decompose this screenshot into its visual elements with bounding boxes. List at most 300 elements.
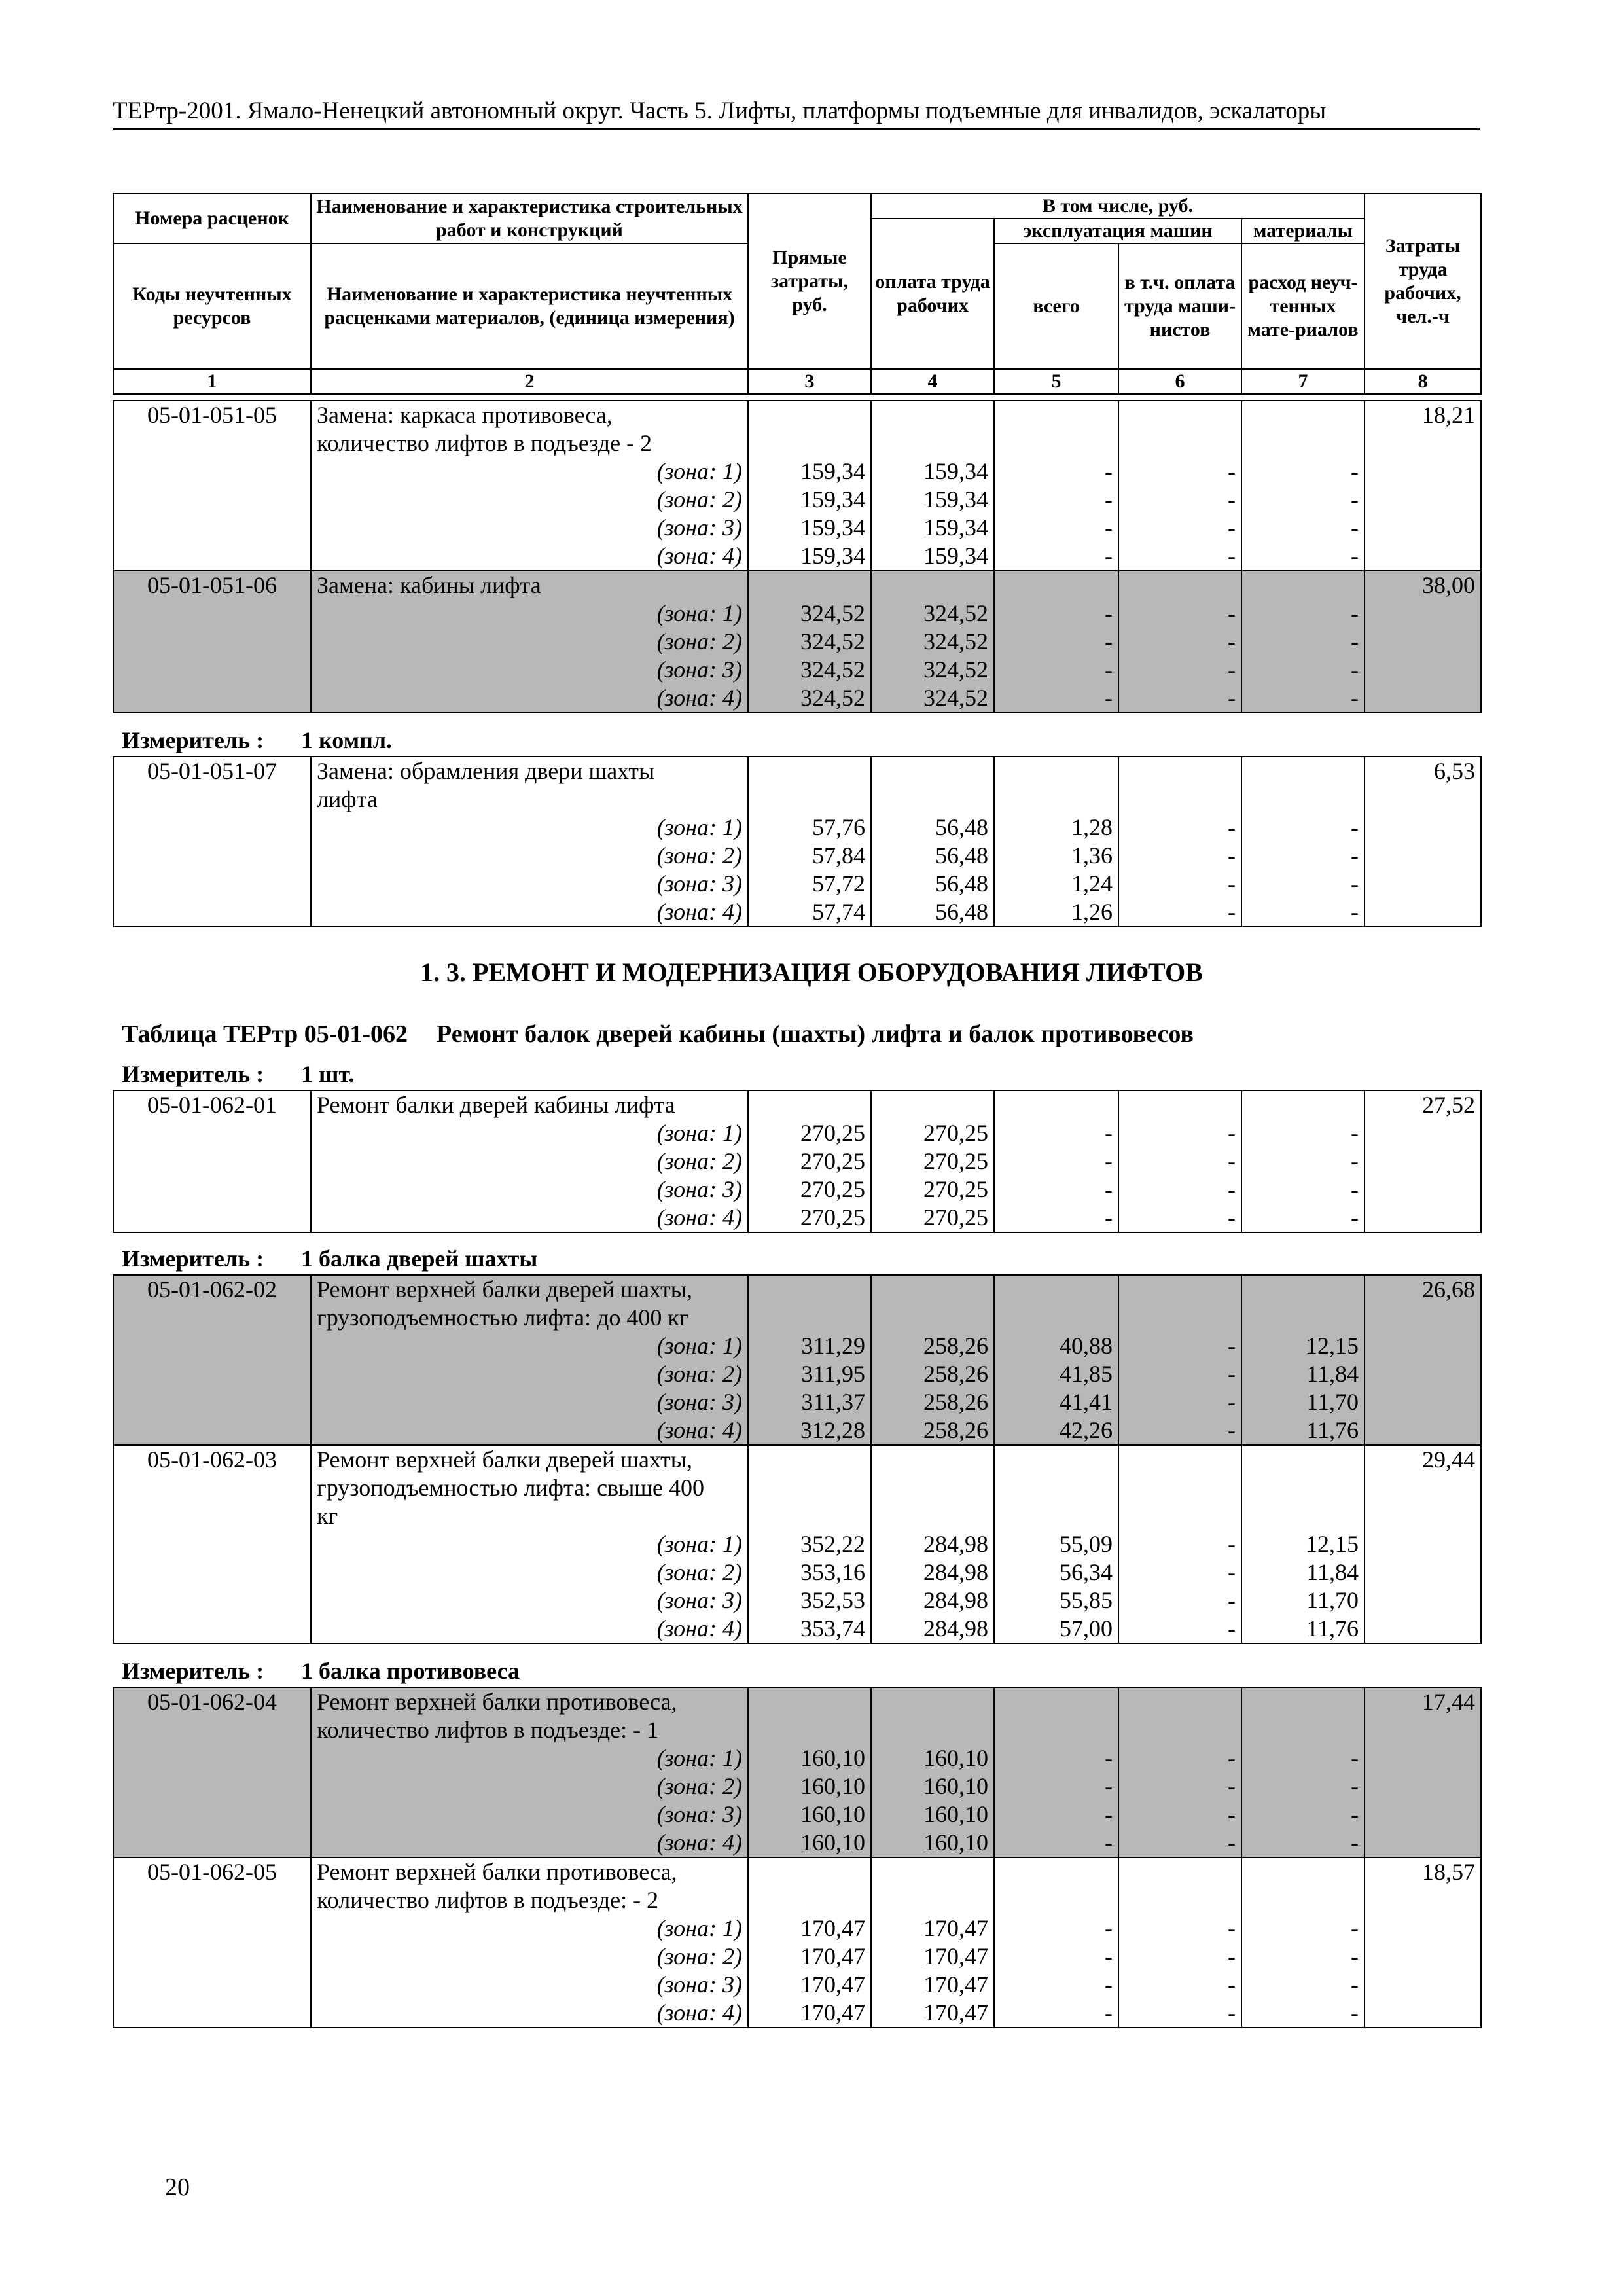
empty-cell: [1241, 1502, 1364, 1530]
empty-cell: [1364, 600, 1481, 628]
machine-total: -: [994, 486, 1118, 514]
empty-cell: [1118, 1886, 1241, 1914]
machine-total: -: [994, 684, 1118, 713]
empty-cell: [871, 1275, 994, 1304]
table-row: [113, 1175, 1481, 1204]
direct-cost: 57,76: [748, 814, 871, 842]
table-row: [113, 1416, 1481, 1445]
table-row: [113, 628, 1481, 656]
rate-code: [113, 1886, 311, 1914]
machinist-pay: -: [1118, 1744, 1241, 1772]
material-cost: 11,76: [1241, 1416, 1364, 1445]
machine-total: 1,28: [994, 814, 1118, 842]
machine-total: 56,34: [994, 1558, 1118, 1587]
material-cost: -: [1241, 1772, 1364, 1801]
empty-cell: [1364, 1829, 1481, 1857]
col-number: 5: [994, 369, 1118, 394]
empty-cell: [748, 1687, 871, 1716]
machinist-pay: -: [1118, 1416, 1241, 1445]
labor-cost: [1364, 1502, 1481, 1530]
empty-cell: [113, 842, 311, 870]
table-row: [113, 457, 1481, 486]
empty-cell: [113, 684, 311, 713]
labor-pay: 170,47: [871, 1999, 994, 2028]
direct-cost: 57,84: [748, 842, 871, 870]
unit-label: Измеритель :: [122, 727, 264, 753]
empty-cell: [113, 1971, 311, 1999]
material-cost: -: [1241, 1175, 1364, 1204]
empty-cell: [113, 486, 311, 514]
empty-cell: [748, 1857, 871, 1886]
direct-cost: 159,34: [748, 514, 871, 542]
material-cost: -: [1241, 814, 1364, 842]
machinist-pay: -: [1118, 542, 1241, 571]
unit-value: 1 компл.: [301, 727, 393, 753]
empty-cell: [871, 1687, 994, 1716]
table-row: [113, 600, 1481, 628]
header-codes: Коды неучтенных ресурсов: [113, 243, 311, 369]
empty-cell: [113, 628, 311, 656]
empty-cell: [748, 785, 871, 814]
empty-cell: [994, 401, 1118, 429]
table-row: [113, 1332, 1481, 1360]
table-row: [113, 401, 1481, 429]
machinist-pay: -: [1118, 457, 1241, 486]
measure-unit: [122, 1060, 355, 1088]
rate-name: количество лифтов в подъезде: - 1: [311, 1716, 748, 1744]
empty-cell: [1118, 1275, 1241, 1304]
empty-cell: [1364, 1971, 1481, 1999]
direct-cost: 170,47: [748, 1943, 871, 1971]
empty-cell: [1364, 1360, 1481, 1388]
labor-cost: [1364, 1886, 1481, 1914]
zone-label: (зона: 2): [311, 1147, 748, 1175]
zone-label: (зона: 4): [311, 1829, 748, 1857]
labor-pay: 284,98: [871, 1587, 994, 1615]
empty-cell: [994, 429, 1118, 457]
empty-cell: [994, 1445, 1118, 1474]
empty-cell: [748, 401, 871, 429]
table-name: Ремонт балок дверей кабины (шахты) лифта и балок противовесов: [437, 1020, 1194, 1048]
labor-pay: 270,25: [871, 1175, 994, 1204]
section-title: 1. 3. РЕМОНТ И МОДЕРНИЗАЦИЯ ОБОРУДОВАНИЯ ЛИФТОВ: [420, 958, 1203, 987]
empty-cell: [994, 785, 1118, 814]
empty-cell: [994, 1886, 1118, 1914]
empty-cell: [1118, 1474, 1241, 1502]
direct-cost: 270,25: [748, 1175, 871, 1204]
empty-cell: [113, 1416, 311, 1445]
machinist-pay: -: [1118, 656, 1241, 684]
zone-label: (зона: 1): [311, 1530, 748, 1558]
page-header: ТЕРтр-2001. Ямало-Ненецкий автономный округ. Часть 5. Лифты, платформы подъемные для инвалидов, эскалаторы: [113, 97, 1480, 130]
table-row: [113, 842, 1481, 870]
table-row: [113, 870, 1481, 898]
table-row: [113, 814, 1481, 842]
direct-cost: 324,52: [748, 600, 871, 628]
labor-pay: 270,25: [871, 1147, 994, 1175]
table-row: [113, 1445, 1481, 1474]
labor-pay: 258,26: [871, 1388, 994, 1416]
labor-pay: 160,10: [871, 1829, 994, 1857]
empty-cell: [1241, 401, 1364, 429]
empty-cell: [113, 1829, 311, 1857]
rate-code: 05-01-062-03: [113, 1445, 311, 1474]
labor-cost: 6,53: [1364, 757, 1481, 785]
labor-pay: 56,48: [871, 842, 994, 870]
empty-cell: [113, 1147, 311, 1175]
direct-cost: 57,72: [748, 870, 871, 898]
machine-total: -: [994, 628, 1118, 656]
table-row: [113, 1716, 1481, 1744]
machine-total: -: [994, 1971, 1118, 1999]
labor-pay: 270,25: [871, 1119, 994, 1147]
table-row: [113, 571, 1481, 600]
zone-label: (зона: 3): [311, 1175, 748, 1204]
labor-pay: 170,47: [871, 1943, 994, 1971]
zone-label: (зона: 2): [311, 1772, 748, 1801]
header-name-materials: Наименование и характеристика неучтенных расценками материалов, (единица измерения): [311, 243, 748, 369]
direct-cost: 270,25: [748, 1147, 871, 1175]
table-row: [113, 1474, 1481, 1502]
table-row: [113, 1204, 1481, 1232]
empty-cell: [1364, 1914, 1481, 1943]
direct-cost: 352,53: [748, 1587, 871, 1615]
material-cost: -: [1241, 870, 1364, 898]
material-cost: -: [1241, 1971, 1364, 1999]
empty-cell: [871, 1502, 994, 1530]
table-row: [113, 1687, 1481, 1716]
rates-block-2: [113, 756, 1480, 927]
empty-cell: [1364, 457, 1481, 486]
direct-cost: 324,52: [748, 628, 871, 656]
empty-cell: [1364, 628, 1481, 656]
table-id: Таблица ТЕРтр 05-01-062: [122, 1020, 408, 1048]
empty-cell: [1364, 1332, 1481, 1360]
labor-cost: 26,68: [1364, 1275, 1481, 1304]
empty-cell: [994, 1474, 1118, 1502]
machinist-pay: -: [1118, 1943, 1241, 1971]
labor-pay: 160,10: [871, 1801, 994, 1829]
labor-cost: [1364, 1304, 1481, 1332]
unit-value: 1 балка противовеса: [301, 1658, 520, 1684]
table-row: [113, 1857, 1481, 1886]
rate-code: 05-01-051-05: [113, 401, 311, 429]
empty-cell: [748, 1474, 871, 1502]
direct-cost: 170,47: [748, 1914, 871, 1943]
empty-cell: [1364, 1999, 1481, 2028]
empty-cell: [1364, 1530, 1481, 1558]
labor-cost: [1364, 429, 1481, 457]
empty-cell: [113, 1360, 311, 1388]
header-total: всего: [994, 243, 1118, 369]
empty-cell: [113, 656, 311, 684]
material-cost: -: [1241, 1204, 1364, 1232]
empty-cell: [113, 1999, 311, 2028]
column-header-table: [113, 193, 1482, 395]
empty-cell: [748, 1502, 871, 1530]
material-cost: -: [1241, 1119, 1364, 1147]
zone-label: (зона: 4): [311, 898, 748, 927]
empty-cell: [1241, 1474, 1364, 1502]
col-number: 4: [871, 369, 994, 394]
machine-total: 41,85: [994, 1360, 1118, 1388]
machine-total: -: [994, 1943, 1118, 1971]
rate-name: Замена: каркаса противовеса,: [311, 401, 748, 429]
empty-cell: [994, 1502, 1118, 1530]
direct-cost: 324,52: [748, 684, 871, 713]
labor-pay: 258,26: [871, 1416, 994, 1445]
machine-total: -: [994, 1914, 1118, 1943]
zone-label: (зона: 4): [311, 1999, 748, 2028]
empty-cell: [1364, 1388, 1481, 1416]
labor-cost: 29,44: [1364, 1445, 1481, 1474]
zone-label: (зона: 4): [311, 684, 748, 713]
material-cost: -: [1241, 898, 1364, 927]
empty-cell: [748, 571, 871, 600]
rate-name: Ремонт верхней балки дверей шахты,: [311, 1275, 748, 1304]
table-row: [113, 898, 1481, 927]
labor-pay: 170,47: [871, 1914, 994, 1943]
machine-total: -: [994, 514, 1118, 542]
table-row: [113, 785, 1481, 814]
material-cost: -: [1241, 1147, 1364, 1175]
empty-cell: [1364, 656, 1481, 684]
table-row: [113, 429, 1481, 457]
table-row: [113, 1530, 1481, 1558]
header-machine-exploitation: эксплуатация машин: [994, 219, 1241, 243]
empty-cell: [871, 785, 994, 814]
material-cost: -: [1241, 542, 1364, 571]
empty-cell: [1241, 1275, 1364, 1304]
empty-cell: [1118, 1716, 1241, 1744]
labor-cost: [1364, 1474, 1481, 1502]
direct-cost: 159,34: [748, 457, 871, 486]
empty-cell: [113, 870, 311, 898]
machinist-pay: -: [1118, 842, 1241, 870]
empty-cell: [748, 1716, 871, 1744]
table-row: [113, 1744, 1481, 1772]
labor-pay: 258,26: [871, 1360, 994, 1388]
material-cost: -: [1241, 1943, 1364, 1971]
table-row: [113, 684, 1481, 713]
zone-label: (зона: 2): [311, 1360, 748, 1388]
empty-cell: [1364, 814, 1481, 842]
machine-total: -: [994, 542, 1118, 571]
labor-cost: [1364, 785, 1481, 814]
machinist-pay: -: [1118, 898, 1241, 927]
table-row: [113, 1801, 1481, 1829]
table-row: [113, 1147, 1481, 1175]
zone-label: (зона: 4): [311, 1204, 748, 1232]
rates-block-3: [113, 1090, 1480, 1233]
table-row: [113, 1388, 1481, 1416]
rate-name: Ремонт верхней балки противовеса,: [311, 1857, 748, 1886]
col-number: 8: [1364, 369, 1481, 394]
empty-cell: [1241, 1090, 1364, 1119]
empty-cell: [994, 1275, 1118, 1304]
machinist-pay: -: [1118, 628, 1241, 656]
zone-label: (зона: 3): [311, 514, 748, 542]
machine-total: -: [994, 1175, 1118, 1204]
empty-cell: [1241, 571, 1364, 600]
empty-cell: [1364, 1416, 1481, 1445]
col-number: 6: [1118, 369, 1241, 394]
column-header-block: [113, 193, 1480, 395]
table-row: [113, 1090, 1481, 1119]
rate-code: 05-01-062-01: [113, 1090, 311, 1119]
empty-cell: [1364, 842, 1481, 870]
empty-cell: [871, 1886, 994, 1914]
empty-cell: [748, 429, 871, 457]
table-row: [113, 1275, 1481, 1304]
zone-label: (зона: 3): [311, 656, 748, 684]
machinist-pay: -: [1118, 1587, 1241, 1615]
labor-pay: 159,34: [871, 457, 994, 486]
zone-label: (зона: 1): [311, 1744, 748, 1772]
machine-total: 57,00: [994, 1615, 1118, 1643]
empty-cell: [1364, 1943, 1481, 1971]
material-cost: -: [1241, 628, 1364, 656]
empty-cell: [994, 1090, 1118, 1119]
empty-cell: [871, 429, 994, 457]
empty-cell: [1364, 898, 1481, 927]
material-cost: -: [1241, 684, 1364, 713]
empty-cell: [1241, 1687, 1364, 1716]
labor-pay: 284,98: [871, 1530, 994, 1558]
table-row: [113, 542, 1481, 571]
material-cost: 11,70: [1241, 1587, 1364, 1615]
empty-cell: [1241, 1445, 1364, 1474]
machinist-pay: -: [1118, 486, 1241, 514]
machinist-pay: -: [1118, 1119, 1241, 1147]
table-row: [113, 757, 1481, 785]
material-cost: 12,15: [1241, 1530, 1364, 1558]
table-row: [113, 1943, 1481, 1971]
zone-label: (зона: 2): [311, 1558, 748, 1587]
rates-table: [113, 1274, 1482, 1644]
direct-cost: 159,34: [748, 486, 871, 514]
empty-cell: [1364, 1175, 1481, 1204]
machinist-pay: -: [1118, 814, 1241, 842]
machine-total: 55,09: [994, 1530, 1118, 1558]
col-number: 3: [748, 369, 871, 394]
empty-cell: [113, 898, 311, 927]
zone-label: (зона: 2): [311, 628, 748, 656]
direct-cost: 270,25: [748, 1119, 871, 1147]
empty-cell: [1118, 1304, 1241, 1332]
material-cost: -: [1241, 842, 1364, 870]
machinist-pay: -: [1118, 1914, 1241, 1943]
machine-total: 1,24: [994, 870, 1118, 898]
machine-total: -: [994, 1204, 1118, 1232]
material-cost: -: [1241, 656, 1364, 684]
direct-cost: 159,34: [748, 542, 871, 571]
machine-total: 41,41: [994, 1388, 1118, 1416]
rates-block-4: [113, 1274, 1480, 1644]
empty-cell: [1364, 870, 1481, 898]
material-cost: 11,84: [1241, 1360, 1364, 1388]
labor-pay: 324,52: [871, 656, 994, 684]
rates-table: [113, 400, 1482, 713]
empty-cell: [1364, 1744, 1481, 1772]
machinist-pay: -: [1118, 1530, 1241, 1558]
empty-cell: [1364, 1119, 1481, 1147]
labor-pay: 170,47: [871, 1971, 994, 1999]
machinist-pay: -: [1118, 1801, 1241, 1829]
empty-cell: [1241, 1857, 1364, 1886]
empty-cell: [113, 1615, 311, 1643]
empty-cell: [1118, 1090, 1241, 1119]
empty-cell: [871, 1474, 994, 1502]
rate-name: кг: [311, 1502, 748, 1530]
table-title: [122, 1020, 1194, 1049]
rate-name: Ремонт верхней балки противовеса,: [311, 1687, 748, 1716]
rates-table: [113, 756, 1482, 927]
empty-cell: [748, 1445, 871, 1474]
empty-cell: [113, 1204, 311, 1232]
empty-cell: [748, 1090, 871, 1119]
rates-block-1: [113, 400, 1480, 713]
rate-code: [113, 1716, 311, 1744]
table-row: [113, 1558, 1481, 1587]
labor-cost: 17,44: [1364, 1687, 1481, 1716]
empty-cell: [113, 457, 311, 486]
rate-name: количество лифтов в подъезде - 2: [311, 429, 748, 457]
machine-total: -: [994, 1744, 1118, 1772]
table-row: [113, 1914, 1481, 1943]
material-cost: -: [1241, 1914, 1364, 1943]
rate-name: грузоподъемностью лифта: до 400 кг: [311, 1304, 748, 1332]
machinist-pay: -: [1118, 1772, 1241, 1801]
empty-cell: [1118, 1857, 1241, 1886]
labor-pay: 56,48: [871, 814, 994, 842]
labor-cost: 18,21: [1364, 401, 1481, 429]
material-cost: -: [1241, 1801, 1364, 1829]
material-cost: -: [1241, 457, 1364, 486]
rates-block-5: [113, 1687, 1480, 2028]
measure-unit: [122, 1245, 538, 1273]
empty-cell: [1118, 757, 1241, 785]
empty-cell: [113, 1558, 311, 1587]
direct-cost: 170,47: [748, 1999, 871, 2028]
empty-cell: [113, 1332, 311, 1360]
machine-total: 40,88: [994, 1332, 1118, 1360]
table-row: [113, 1829, 1481, 1857]
machinist-pay: -: [1118, 1971, 1241, 1999]
zone-label: (зона: 3): [311, 1801, 748, 1829]
machinist-pay: -: [1118, 684, 1241, 713]
rate-name: Замена: обрамления двери шахты: [311, 757, 748, 785]
empty-cell: [994, 1304, 1118, 1332]
machinist-pay: -: [1118, 600, 1241, 628]
table-row: [113, 1119, 1481, 1147]
machine-total: -: [994, 656, 1118, 684]
zone-label: (зона: 4): [311, 1615, 748, 1643]
zone-label: (зона: 3): [311, 1388, 748, 1416]
zone-label: (зона: 1): [311, 1119, 748, 1147]
empty-cell: [871, 571, 994, 600]
direct-cost: 352,22: [748, 1530, 871, 1558]
machinist-pay: -: [1118, 1332, 1241, 1360]
header-labor-pay: оплата труда рабочих: [871, 219, 994, 369]
empty-cell: [1241, 1304, 1364, 1332]
empty-cell: [748, 1886, 871, 1914]
col-number: 2: [311, 369, 748, 394]
empty-cell: [113, 1119, 311, 1147]
empty-cell: [994, 757, 1118, 785]
direct-cost: 312,28: [748, 1416, 871, 1445]
machinist-pay: -: [1118, 1558, 1241, 1587]
